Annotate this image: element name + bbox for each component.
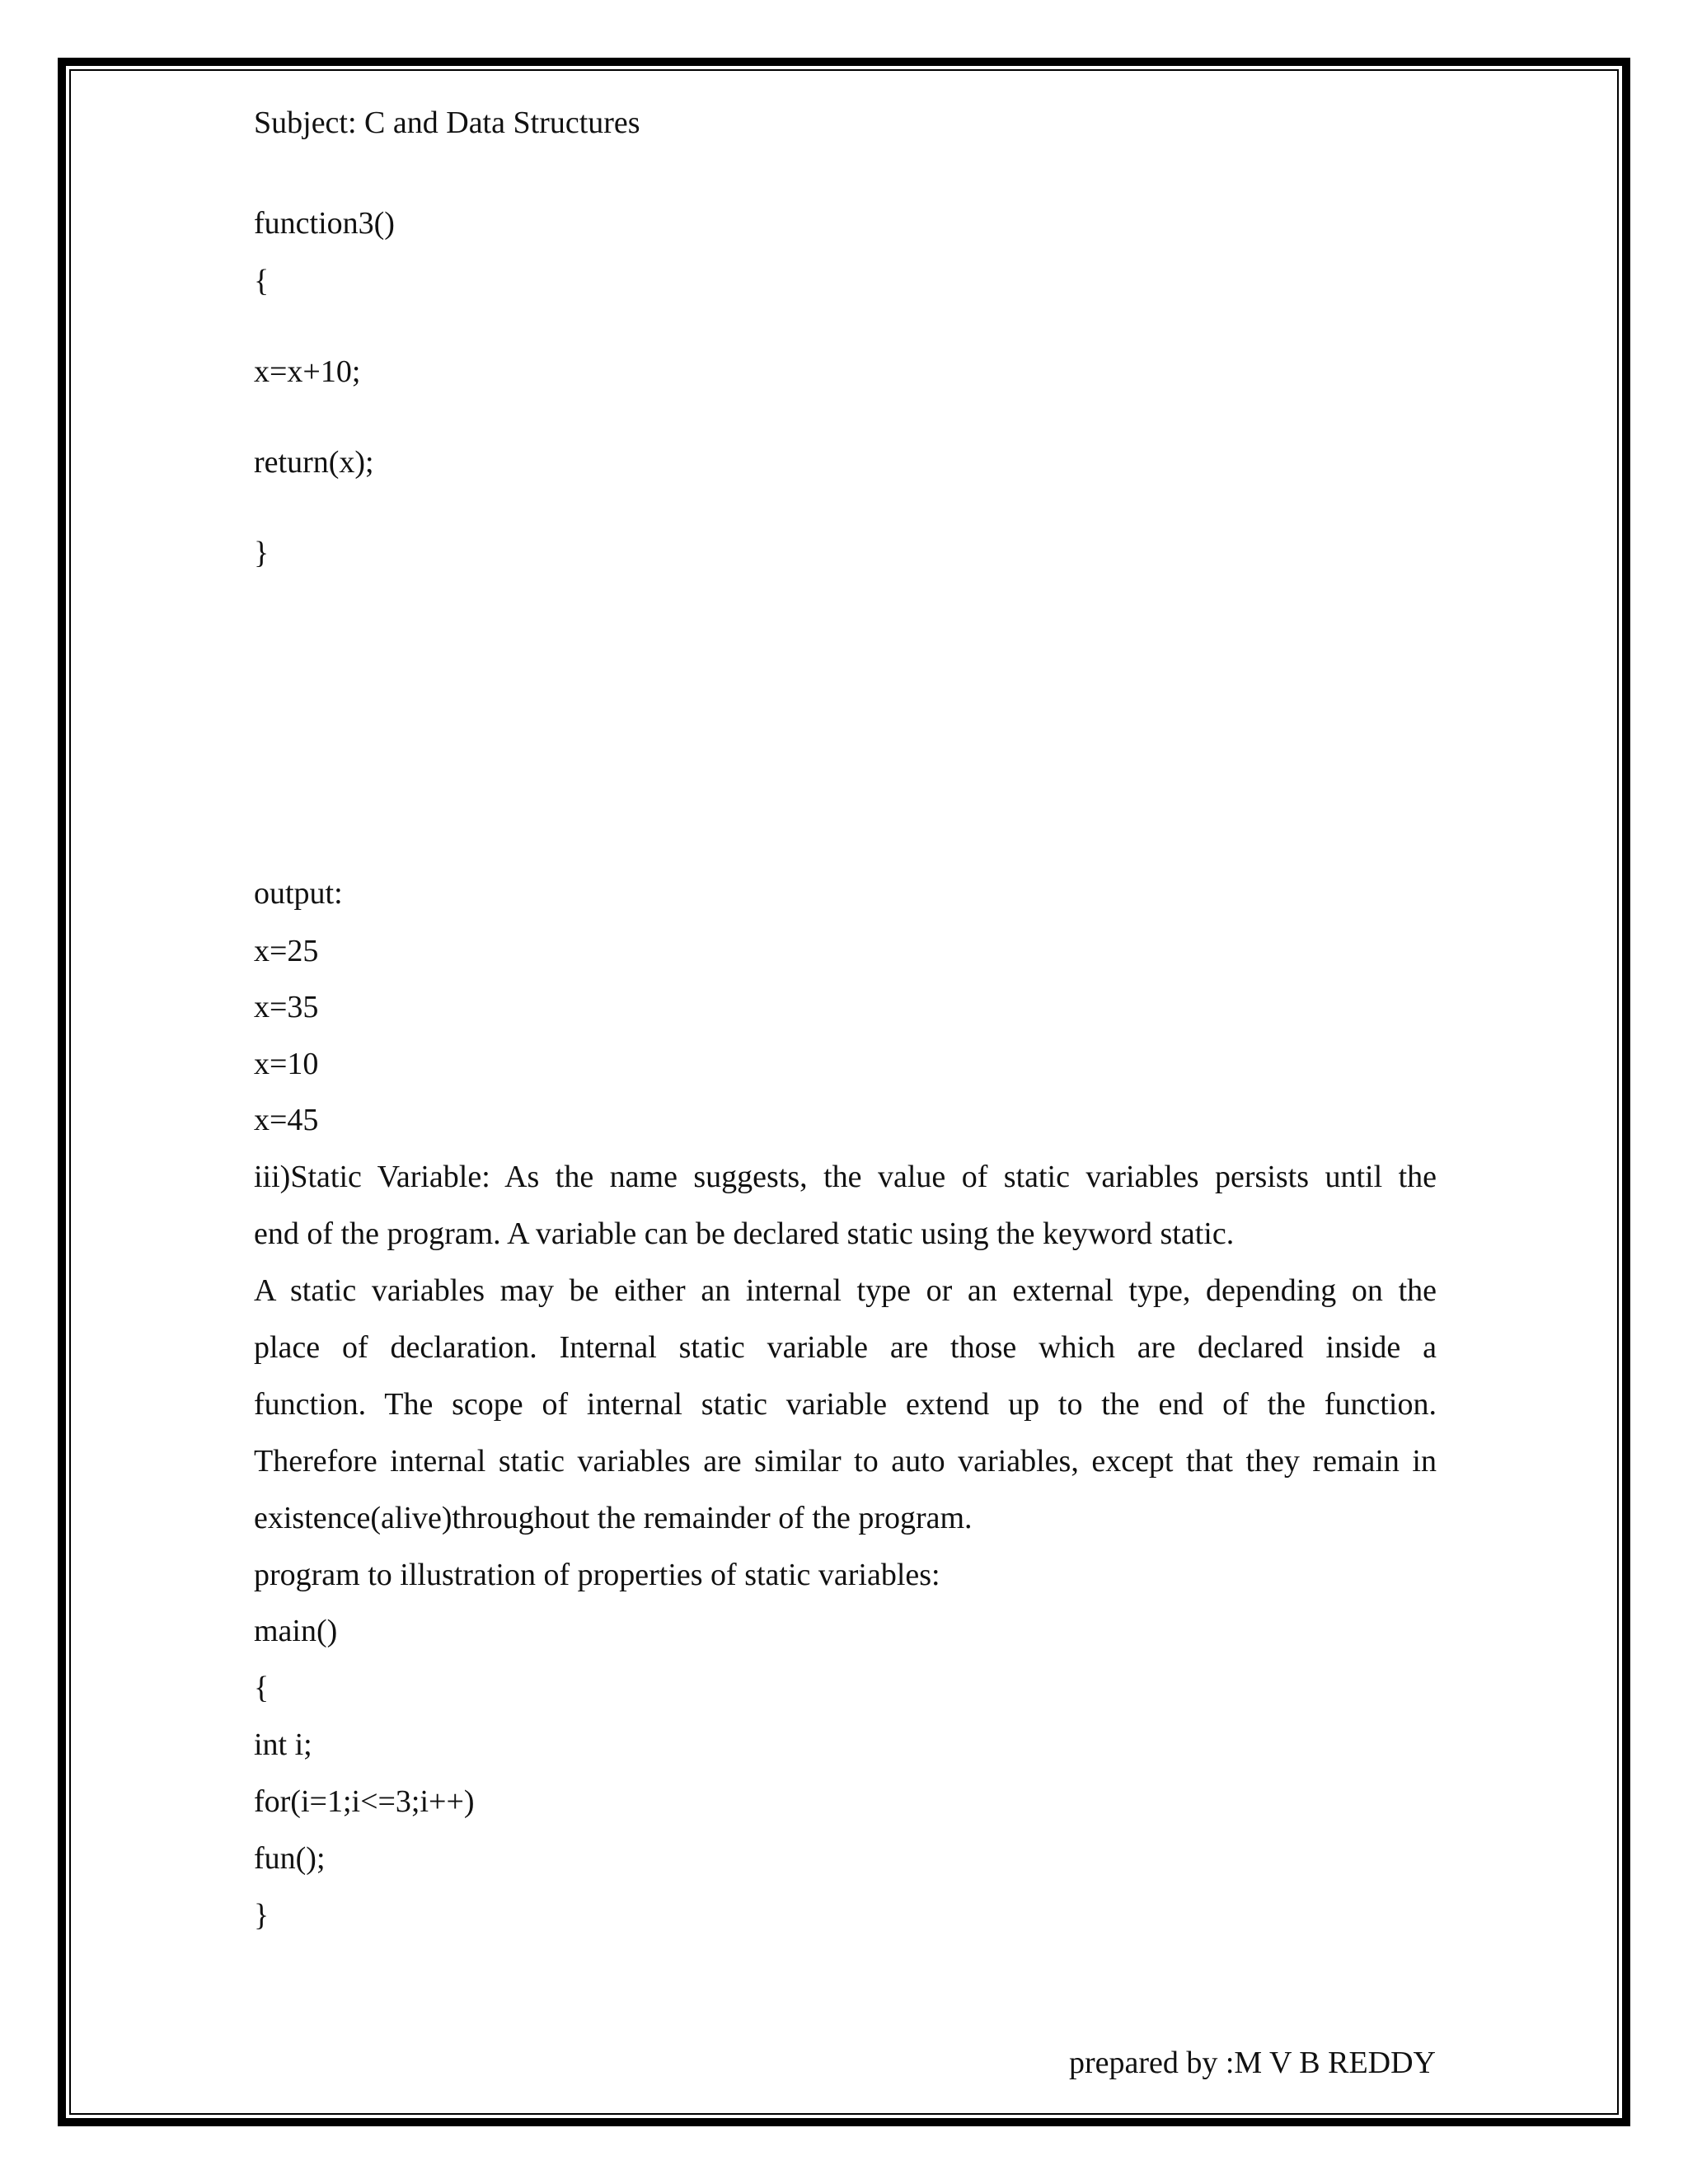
code-line: {	[254, 1671, 270, 1705]
subject-heading: Subject: C and Data Structures	[254, 105, 640, 140]
output-line: x=35	[254, 990, 319, 1024]
code-line: x=x+10;	[254, 354, 361, 389]
output-label: output:	[254, 876, 343, 911]
code-line: function3()	[254, 206, 395, 241]
code-line: for(i=1;i<=3;i++)	[254, 1784, 475, 1819]
output-line: x=45	[254, 1103, 319, 1137]
paragraph-line: place of declaration. Internal static variable are those which are declared inside a	[254, 1330, 1437, 1365]
paragraph-line: iii)Static Variable: As the name suggests, the value of static variables persists until the	[254, 1160, 1437, 1194]
paragraph-line: end of the program. A variable can be declared static using the keyword static.	[254, 1216, 1235, 1251]
paragraph-line: function. The scope of internal static variable extend up to the end of the function.	[254, 1387, 1437, 1422]
paragraph-line: A static variables may be either an internal type or an external type, depending on the	[254, 1273, 1437, 1308]
paragraph-line: program to illustration of properties of static variables:	[254, 1558, 940, 1592]
code-line: }	[254, 1898, 270, 1933]
code-line: fun();	[254, 1841, 326, 1876]
footer-prepared-by: prepared by :M V B REDDY	[1068, 2046, 1436, 2080]
paragraph-line: Therefore internal static variables are similar to auto variables, except that they remain in	[254, 1444, 1437, 1479]
paragraph-line: existence(alive)throughout the remainder of the program.	[254, 1501, 973, 1535]
code-line: return(x);	[254, 445, 374, 480]
output-line: x=10	[254, 1047, 319, 1081]
code-line: }	[254, 536, 270, 570]
code-line: main()	[254, 1614, 338, 1648]
code-line: {	[254, 264, 270, 298]
code-line: int i;	[254, 1727, 312, 1762]
output-line: x=25	[254, 934, 319, 968]
